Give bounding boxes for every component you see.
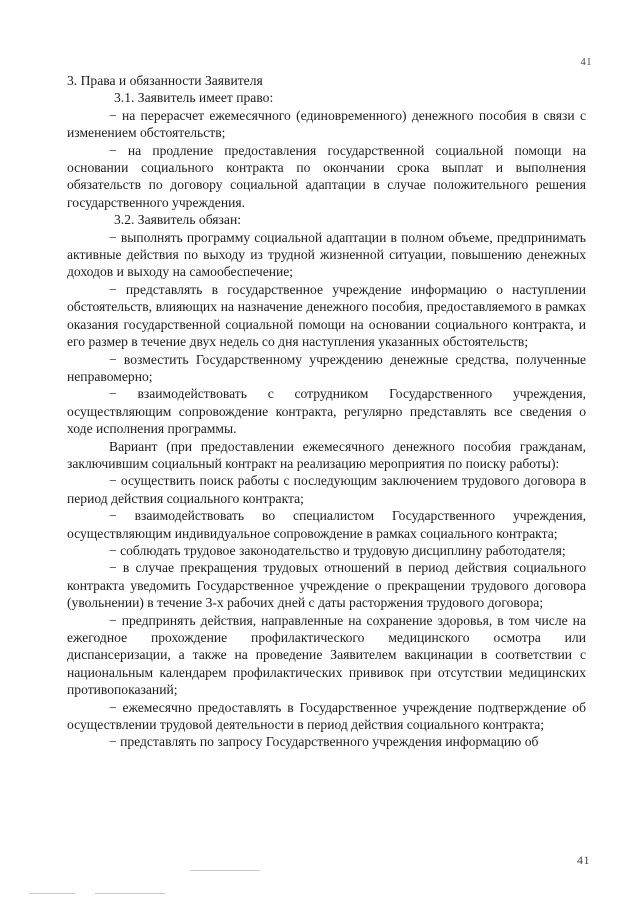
subsection-duties-title: 3.2. Заявитель обязан: [114, 212, 242, 228]
variant-duties-item: − в случае прекращения трудовых отношений в период действия социального контракта уведомить Государственное учреждение о прекращении трудового договора (увольнении) в течение 3-х рабочих дней с даты расторжения трудового договора; [67, 560, 586, 611]
variant-duties-item: − взаимодействовать во специалистом Государственного учреждения, осуществляющим индивидуальное сопровождение в рамках социального контракта; [67, 508, 586, 541]
rights-item: − на продление предоставления государственной социальной помощи на основании социального контракта по окончании срока выплат и выполнения обязательств по договору социальной адаптации в случае положительного решения государственного учреждения. [67, 142, 586, 210]
variant-duties-item: − представлять по запросу Государственного учреждения информацию об [109, 734, 539, 750]
duties-item: − выполнять программу социальной адаптации в полном объеме, предпринимать активные действия по выходу из трудной жизненной ситуации, повышению денежных доходов и выходу на самообеспечение; [67, 229, 586, 280]
section-heading: 3. Права и обязанности Заявителя [67, 73, 263, 88]
variant-duties-item: − осуществить поиск работы с последующим заключением трудового договора в период действия социального контракта; [67, 473, 586, 506]
duties-item: − возместить Государственному учреждению денежные средства, полученные неправомерно; [67, 351, 586, 384]
scan-artifact [30, 893, 75, 894]
document-body [67, 72, 586, 751]
page-number-top: 41 [580, 57, 592, 68]
page-number-bottom: 41 [577, 853, 590, 867]
scan-artifact [190, 870, 260, 871]
duties-item: − взаимодействовать с сотрудником Государственного учреждения, осуществляющим сопровождение контракта, регулярно представлять все сведения о ходе исполнения программы. [67, 386, 586, 437]
variant-duties-item: − соблюдать трудовое законодательство и трудовую дисциплину работодателя; [109, 542, 566, 558]
scan-artifact [95, 893, 165, 894]
variant-duties-item: − предпринять действия, направленные на сохранение здоровья, в том числе на ежегодное прохождение профилактического медицинского осмотра или диспансеризации, а также на проведение Заявителем вакцинации в соответствии с национальным календарем профилактических прививок при отсутствии медицинских противопоказаний; [67, 612, 586, 698]
rights-item: − на перерасчет ежемесячного (единовременного) денежного пособия в связи с изменением обстоятельств; [67, 107, 586, 141]
subsection-rights-title: 3.1. Заявитель имеет право: [114, 90, 274, 106]
variant-duties-item: − ежемесячно предоставлять в Государственное учреждение подтверждение об осуществлении трудовой деятельности в период действия социального контракта; [67, 699, 586, 733]
duties-item: − представлять в государственное учреждение информацию о наступлении обстоятельств, влияющих на назначение денежного пособия, предоставляемого в рамках оказания государственной социальной помощи на основании социального контракта, и его размер в течение двух недель со дня наступления указанных обстоятельств; [67, 281, 586, 350]
variant-intro: Вариант (при предоставлении ежемесячного денежного пособия гражданам, заключившим социальный контракт на реализацию мероприятия по поиску работы): [67, 438, 586, 471]
